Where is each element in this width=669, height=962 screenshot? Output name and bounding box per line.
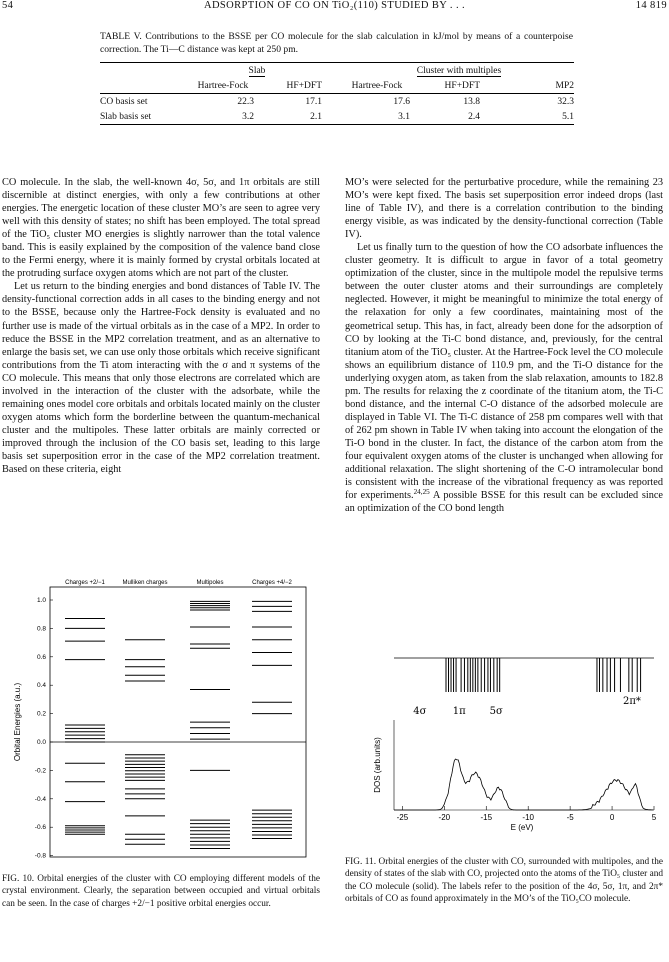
paragraph [345, 241, 663, 515]
dos-curve [394, 759, 653, 810]
figure-10-orbital-energies [10, 577, 316, 862]
fig11-peak-label: 1π [452, 706, 466, 717]
fig11-xtick: -10 [522, 813, 534, 822]
fig10-ytick: -0.8 [34, 852, 46, 860]
page-number-right: 14 819 [635, 0, 667, 11]
fig11-ylabel: DOS (arb.units) [373, 737, 382, 793]
table-cell: 3.1 [344, 109, 410, 125]
paragraph-text: Let us finally turn to the question of how the CO adsorbate influences the cluster geometry. It is difficult to argue in favor of a total geometry optimization of the cluster, since in the multipole model the repulsive terms between the outer cluster atoms and their surroundings are completely neglected. However, it might be meaningful to minimize the total energy of the relaxation for only a few coordinates, maintaining most of the geometrical setup. This has, in fact, already been done for the adsorption of CO by looking at the Ti-C bond distance, and, previously, for the central titanium atom of the TiO₅ cluster. At the Hartree-Fock level the CO molecule shows an equilibrium distance of 110.9 pm, and the Ti-O distance for the underlying oxygen atom, as taken from the slab relaxation, amounts to 182.8 pm. The results for relaxing the z coordinate of the titanium atom, the Ti-C bond distance, and the internal C-O distance of the adsorbed molecule are displayed in Table VI. The Ti-C distance of 258 pm compares well with that of 262 pm shown in Table IV when taking into account the elongation of the Ti-O bond in the cluster. In fact, the distance of the carbon atom from the four equivalent oxygen atoms of the cluster is unchanged when allowing for additional relaxation. The slight shortening of the C-O intramolecular bond is consistent with the increase of the vibrational frequency as was reported for experiments. [345, 242, 663, 502]
table-cell: 2.1 [254, 109, 322, 125]
fig11-peak-label: 2π* [622, 696, 641, 707]
table-cell: 3.2 [192, 109, 254, 125]
row-label: CO basis set [100, 94, 192, 110]
col-header: HF+DFT [444, 80, 480, 91]
paragraph: MO’s were selected for the perturbative procedure, while the remaining 23 MO’s were kept fixed. The basis set superposition error indeed drops (last line of Table IV), and there is a correlation contribution to the binding energy visible, as was indicated by the density-functional correction (Table IV). [345, 177, 663, 241]
table-cell: 13.8 [410, 94, 480, 110]
col-header: Hartree-Fock [197, 80, 249, 91]
fig11-xtick: -5 [566, 813, 574, 822]
citation: 24,25 [413, 488, 430, 497]
page-number-left: 54 [2, 0, 14, 11]
fig10-ytick: -0.4 [34, 795, 46, 803]
fig10-ylabel: Orbital Energies (a.u.) [13, 682, 22, 762]
running-header [0, 0, 669, 14]
fig10-column-label: Charges +2/−1 [65, 580, 105, 586]
figure-10-caption: FIG. 10. Orbital energies of the cluster with CO employing different models of the crystal environment. Clearly, the separation between occupied and virtual orbitals can be seen. In the case of charges +2/−1 positive orbital energies occur. [2, 874, 320, 909]
col-header: HF+DFT [286, 80, 322, 91]
col-header: MP2 [555, 80, 574, 91]
table-cell: 5.1 [480, 109, 574, 125]
right-column [345, 176, 663, 515]
table-cell: 17.6 [344, 94, 410, 110]
fig10-ytick: -0.6 [34, 824, 46, 832]
table-row [100, 94, 574, 110]
fig11-xtick: 0 [609, 813, 615, 822]
fig10-ytick: 0.0 [36, 739, 46, 746]
figure-11-dos [372, 650, 662, 835]
table-cell: 17.1 [254, 94, 322, 110]
group-slab: Slab [248, 65, 266, 76]
paragraph: Let us return to the binding energies and bond distances of Table IV. The density-functional correction adds in all cases to the binding energy and not to the BSSE, because only the Hartree-Fock density is evaluated and no further use is made of the virtual orbitals as in the case of a MP2. In order to reduce the BSSE in the MP2 correlation treatment, and as an alternative to enlarge the basis set, we can use only those orbitals which receive significant contributions from the Ti atom interacting with the σ and π systems of the CO molecule. This means that only those electrons are correlated which are involved in the interaction of the cluster with the adsorbate, while the remaining ones model core orbitals and orbitals located mainly on the cluster oxygen atoms which form the borderline between the quantum-mechanical cluster and the multipoles. These latter orbitals are mainly corrected or improved through the inclusion of the CO basis set, leading to this large basis set superposition error in the case of the MP2 correlation treatment. Based on these criteria, eight [2, 281, 320, 476]
table-row [100, 109, 574, 125]
fig10-ytick: 0.8 [36, 625, 46, 633]
plot-frame [50, 587, 306, 857]
fig11-xlabel: E (eV) [510, 823, 534, 832]
fig10-column-label: Multipoles [196, 580, 224, 586]
fig10-ytick: 1.0 [36, 597, 46, 604]
fig10-ytick: 0.4 [36, 682, 46, 690]
fig11-xtick: -20 [438, 813, 451, 822]
fig11-xtick: -15 [480, 813, 493, 822]
group-cluster: Cluster with multiples [416, 65, 502, 76]
fig10-ytick: -0.2 [34, 767, 46, 775]
fig11-peak-label: 4σ [413, 706, 427, 717]
paragraph: CO molecule. In the slab, the well-known 4σ, 5σ, and 1π orbitals are still discernible at distinct energies, with only a few contributions at other energies. The energetic location of these cluster MO’s are seen to agree very well with this density of states; no shift has been employed. The total spread of the TiO₅ cluster MO energies is slightly narrower than the total valence band. This is easily explained by the composition of the valence band close to the Fermi energy, where it is mainly formed by crystal orbitals located at the protruding surface oxygen atoms which are not part of the cluster. [2, 177, 320, 280]
col-header: Hartree-Fock [351, 80, 403, 91]
fig11-xtick: 5 [651, 813, 657, 822]
fig10-column-label: Mulliken charges [122, 580, 168, 586]
running-title: ADSORPTION OF CO ON TiO₂(110) STUDIED BY . . . [203, 0, 466, 11]
fig10-ytick: 0.2 [36, 710, 46, 718]
fig11-xtick: -25 [396, 813, 409, 822]
table-caption: TABLE V. Contributions to the BSSE per CO molecule for the slab calculation in kJ/mol by means of a counterpoise correction. The Ti—C distance was kept at 250 pm. [100, 31, 573, 55]
row-label: Slab basis set [100, 109, 192, 125]
table-group-header [100, 63, 574, 79]
table-cell: 32.3 [480, 94, 574, 110]
bsse-table [100, 62, 574, 125]
left-column [2, 176, 320, 476]
fig10-ytick: 0.6 [36, 653, 46, 661]
table-column-header [100, 78, 574, 94]
figure-11-caption: FIG. 11. Orbital energies of the cluster with CO, surrounded with multipoles, and the density of states of the slab with CO, projected onto the atoms of the TiO₅ cluster and the CO molecule (solid). The labels refer to the position of the 4σ, 5σ, 1π, and 2π* orbitals of CO as found approximately in the MO’s of the TiO₅CO molecule. [345, 857, 663, 905]
fig11-peak-label: 5σ [489, 706, 503, 717]
paragraph-text: A possible BSSE for this result can be excluded since an optimization of the CO bond length [345, 490, 663, 515]
fig10-column-label: Charges +4/−2 [252, 580, 292, 586]
table-cell: 2.4 [410, 109, 480, 125]
table-cell: 22.3 [192, 94, 254, 110]
